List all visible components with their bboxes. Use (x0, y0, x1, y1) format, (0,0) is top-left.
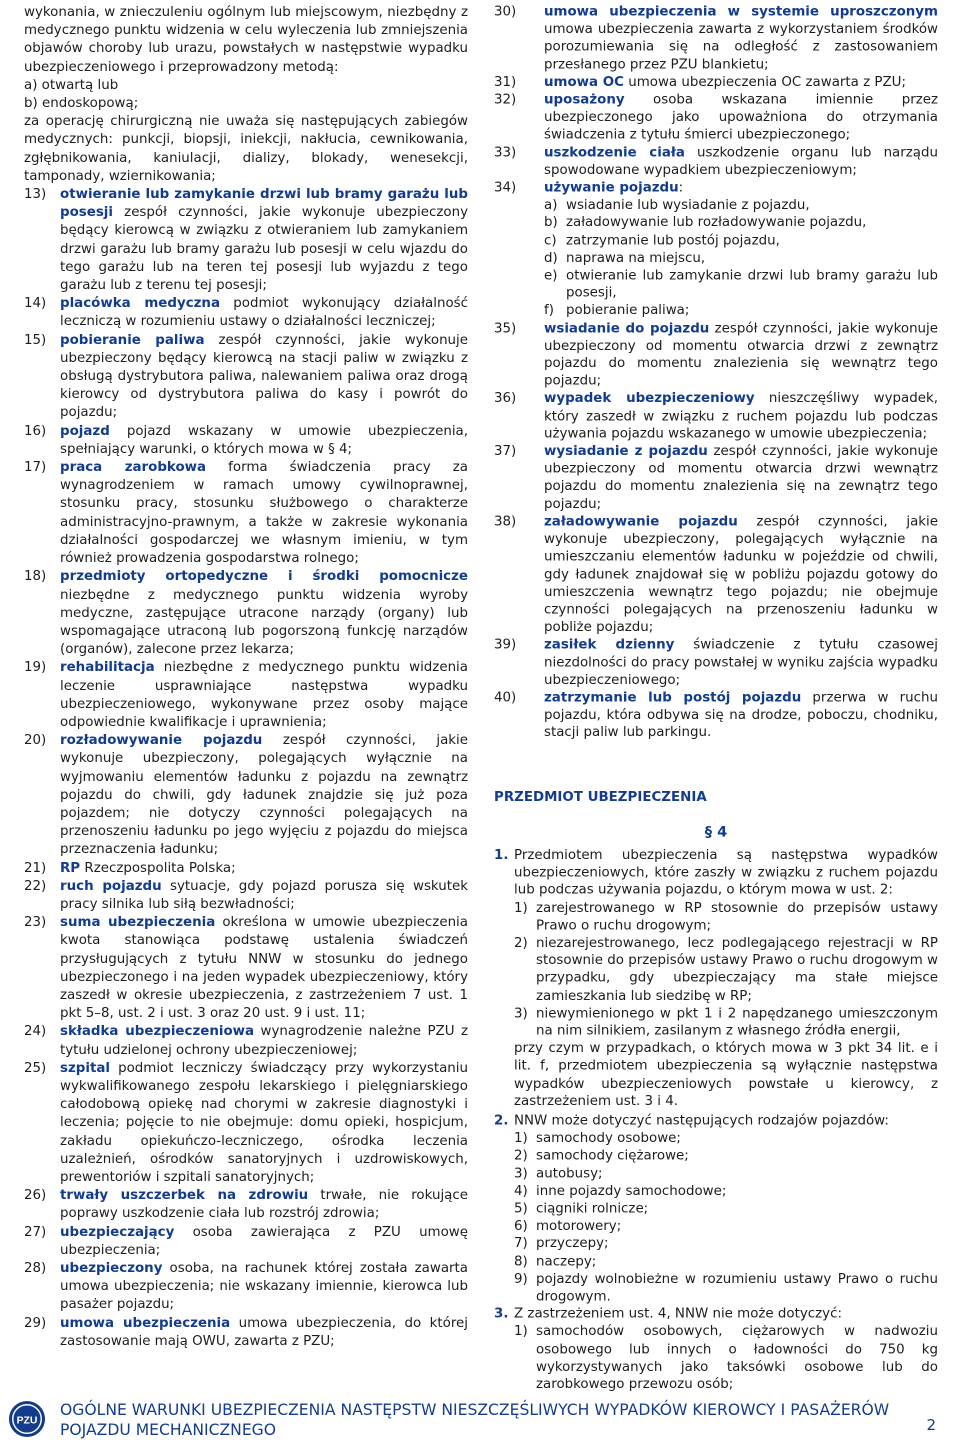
definition-number: 31) (494, 75, 517, 90)
definition-number: 17) (24, 460, 47, 476)
list-item-number: 4) (514, 1184, 528, 1199)
definition-body (60, 423, 468, 459)
list-item (514, 1201, 938, 1219)
definition-body (60, 1187, 468, 1223)
left-column (24, 4, 468, 1351)
definition-number: 37) (494, 444, 517, 460)
definition-body (544, 391, 938, 444)
paragraph-number: 1. (494, 848, 509, 863)
definition-item (24, 860, 468, 878)
list-item-text: otwieranie lub zamykanie drzwi lub bramy garażu lub posesji, (566, 268, 938, 301)
definition-text: niezbędne z medycznego punktu widzenia leczenie usprawniające następstwa wypadku ubezpieczeniowego, wykonywane przez osoby mające odpowiednie kwalifikacje i uprawnienia; (60, 660, 468, 730)
paragraph-text: Przedmiotem ubezpieczenia są następstwa wypadków ubezpieczeniowych, które zaszły w związku z ruchem pojazdu lub podczas używania pojazdu, o którym mowa w ust. 2: (514, 848, 938, 898)
definition-number: 25) (24, 1060, 47, 1076)
definition-number: 39) (494, 637, 517, 653)
definition-number: 21) (24, 860, 47, 876)
definition-text: trwałe, nie rokujące poprawy uszkodzenie ciała lub rozstrój zdrowia; (60, 1188, 468, 1222)
paragraph-3-list (494, 1324, 938, 1394)
definition-term: suma ubezpieczenia (60, 915, 216, 931)
definition-term: trwały uszczerbek na zdrowiu (60, 1188, 309, 1204)
definition-body (60, 1224, 468, 1260)
definition-body (544, 444, 938, 514)
list-item-text: zarejestrowanego w RP stosownie do przepisów ustawy Prawo o ruchu drogowym; (536, 900, 938, 934)
list-item-number: e) (544, 268, 558, 284)
list-item-text: załadowywanie lub rozładowywanie pojazdu, (566, 215, 867, 231)
definition-item (24, 1224, 468, 1260)
definition-item (494, 444, 938, 514)
definition-text: przerwa w ruchu pojazdu, która odbywa się na drodze, poboczu, chodniku, stacji paliw lub parkingu. (544, 690, 938, 741)
definition-item (24, 459, 468, 568)
definition-text: podmiot leczniczy świadczący przy wykorzystaniu wykwalifikowanego zespołu lekarskiego i pielęgniarskiego całodobową opiekę nad chorymi w zakresie diagnostyki i leczenia; pojęcie to nie obejmuje: domu opieki, hospicjum, zakładu opiekuńczo-leczniczego, ośrodka leczenia uzależnień, ośrodków sanatoryjnych i uzdrowiskowych, prewentoriów i szpitali sanatoryjnych; (60, 1060, 468, 1185)
definition-body (60, 878, 468, 914)
definition-item (494, 690, 938, 743)
method-a: a) otwartą lub (24, 77, 119, 93)
definition-term: umowa ubezpieczenia (60, 1315, 231, 1331)
definition-text: zespół czynności, jakie wykonuje ubezpieczony będący kierowcą w związku z otwieraniem lub zamykaniem drzwi garażu lub bramy garażu lub posesji w celu wjazdu do tego garażu lub na teren tej posesji lub wyjazdu z tego garażu lub z terenu tej posesji; (60, 205, 468, 294)
definition-body (60, 914, 468, 1023)
definition-item (494, 92, 938, 145)
definition-term: wypadek ubezpieczeniowy (544, 391, 755, 407)
list-item (544, 268, 938, 303)
definition-body (60, 1023, 468, 1059)
definition-item (24, 659, 468, 732)
page-footer (0, 1398, 960, 1444)
list-item (544, 233, 938, 251)
definition-text: określona w umowie ubezpieczenia kwota stanowiąca podstawę ustalenia świadczeń przysługujących z tytułu NNW w stosunku do jednego ubezpieczonego i na jeden wypadek ubezpieczeniowy, który zaszedł w okresie ubezpieczenia, z zastrzeżeniem 7 ust. 1 pkt 5–8, ust. 2 i ust. 3 oraz 20 ust. 9 i ust. 11; (60, 915, 468, 1022)
definition-number: 16) (24, 423, 47, 439)
list-item-number: 1) (514, 1324, 528, 1340)
definition-number: 32) (494, 92, 517, 108)
definition-text: osoba zawierająca z PZU umowę ubezpieczenia; (60, 1224, 468, 1258)
definition-term: ruch pojazdu (60, 878, 162, 894)
list-item-number: 1) (514, 1131, 528, 1146)
definition-text: zespół czynności, jakie wykonuje ubezpieczony od momentu otwarcia drzwi z zewnątrz pojazdu do momentu znalezienia się wewnątrz tego pojazdu; (544, 321, 938, 389)
definition-text: forma świadczenia pracy za wynagrodzeniem w ramach umowy cywilnoprawnej, stosunku pracy, stosunku służbowego o charakterze administracyjno-prawnym, a także w zakresie wykonania działalności gospodarczej we własnym imieniu, w tym również prowadzenia gospodarstwa rolnego; (60, 460, 468, 567)
definition-item (494, 391, 938, 444)
definition-body (60, 659, 468, 732)
definition-term: załadowywanie pojazdu (544, 514, 738, 530)
definition-term: praca zarobkowa (60, 460, 207, 476)
definition-text: świadczenie z tytułu czasowej niezdolności do pracy powstałej w wyniku zajścia wypadku ubezpieczeniowego; (544, 637, 938, 688)
paragraph-number: 2. (494, 1113, 509, 1129)
definition-body (544, 637, 938, 690)
list-item-number: 9) (514, 1272, 528, 1287)
definition-text: wynagrodzenie należne PZU z tytułu udzielonej ochrony ubezpieczeniowej; (60, 1024, 468, 1058)
definition-text: pojazd wskazany w umowie ubezpieczenia, spełniający warunki, o których mowa w § 4; (60, 423, 468, 457)
definition-number: 22) (24, 878, 47, 894)
definition-term: wsiadanie do pojazdu (544, 321, 710, 336)
definition-number: 30) (494, 4, 517, 20)
list-item-number: 1) (514, 900, 528, 916)
definitions-list-right-b (494, 320, 938, 742)
definition-text: uszkodzenie organu lub narządu spowodowane wypadkiem ubezpieczeniowym; (544, 145, 938, 178)
definition-term: otwieranie lub zamykanie drzwi lub bramy garażu lub posesji (60, 187, 468, 221)
list-item (514, 1218, 938, 1236)
footer-title: OGÓLNE WARUNKI UBEZPIECZENIA NASTĘPSTW NIESZCZĘŚLIWYCH WYPADKÓW KIEROWCY I PASAŻERÓW POJAZDU MECHANICZNEGO (60, 1401, 890, 1439)
list-item-text: naczepy; (536, 1254, 597, 1270)
definition-text: osoba, na rachunek której została zawarta umowa ubezpieczenia; nie wskazany imiennie, kierowca lub pasażer pojazdu; (60, 1261, 468, 1313)
definition-term: zatrzymanie lub postój pojazdu (544, 690, 802, 706)
definition-term: używanie pojazdu (544, 180, 679, 196)
list-item-text: inne pojazdy samochodowe; (536, 1184, 727, 1199)
definition-text: niezbędne z medycznego punktu widzenia wyroby medyczne, zastępujące utracone narządy (organy) lub wspomagające utraconą lub pogorszoną funkcję narządów (organów), zalecone przez lekarza; (60, 587, 468, 658)
definition-item (494, 320, 938, 390)
definition-item (494, 637, 938, 690)
list-item (544, 250, 938, 268)
definition-body (60, 186, 468, 295)
definition-item (24, 878, 468, 914)
list-item-text: motorowery; (536, 1219, 622, 1234)
definition-body (60, 568, 468, 659)
list-item (544, 197, 938, 215)
list-item-text: pojazdy wolnobieżne w rozumieniu ustawy Prawo o ruchu drogowym. (536, 1272, 938, 1305)
pzu-logo (8, 1400, 46, 1438)
definition-term: zasiłek dzienny (544, 637, 675, 653)
definition-term: składka ubezpieczeniowa (60, 1024, 255, 1040)
definition-text: Rzeczpospolita Polska; (80, 860, 236, 876)
definition-body (544, 320, 938, 390)
definition-number: 19) (24, 660, 47, 676)
list-item-number: d) (544, 251, 558, 266)
definition-term: przedmioty ortopedyczne i środki pomocnicze (60, 569, 468, 585)
list-item (514, 900, 938, 935)
definition-number: 36) (494, 391, 517, 407)
list-item (514, 1324, 938, 1394)
definition-item (494, 514, 938, 637)
definition-item (24, 1060, 468, 1187)
definition-body (544, 145, 938, 180)
list-item-text: niewymienionego w pkt 1 i 2 napędzanego umieszczonym na nim silnikiem, zasilanym z własnego źródła energii, (536, 1006, 938, 1039)
definition-number: 23) (24, 915, 47, 931)
list-item-number: 3) (514, 1166, 528, 1182)
definition-term: rehabilitacja (60, 660, 155, 676)
list-item (514, 1271, 938, 1306)
definition-text: podmiot wykonujący działalność leczniczą w rozumieniu ustawy o działalności leczniczej; (60, 296, 468, 330)
definition-item (24, 1260, 468, 1315)
definitions-list-left (24, 186, 468, 1351)
list-item (514, 1254, 938, 1272)
definition-text: zespół czynności, jakie wykonuje ubezpieczony, polegających wyłącznie na wyjmowaniu elementów ładunku z pojazdu na zewnątrz pojazdu do chwili, gdy ładunek znajdzie się już poza pojazdem; nie dotyczy czynności polegających na przenoszeniu ładunku po jego wyjęciu z pojazdu do miejsca przeznaczenia ładunku; (60, 733, 468, 858)
section-number: § 4 (704, 824, 728, 841)
list-item (544, 303, 938, 321)
definition-body (60, 860, 468, 878)
list-item (514, 1166, 938, 1184)
list-item-text: pobieranie paliwa; (566, 303, 690, 319)
definition-item (24, 914, 468, 1023)
section-heading: PRZEDMIOT UBEZPIECZENIA (494, 789, 707, 805)
list-item (514, 1005, 938, 1040)
definition-term: rozładowywanie pojazdu (60, 733, 263, 749)
definition-number: 34) (494, 180, 517, 196)
paragraph-number: 3. (494, 1307, 509, 1322)
definition-number: 13) (24, 187, 47, 203)
definition-item (24, 332, 468, 423)
definition-number: 15) (24, 332, 47, 348)
definition-body (544, 180, 938, 198)
definition-term: placówka medyczna (60, 296, 220, 312)
list-item (514, 1183, 938, 1201)
paragraph-1-list (494, 900, 938, 1041)
definition-text: osoba wskazana imiennie przez ubezpieczonego jako upoważniona do otrzymania świadczenia z tytułu śmierci ubezpieczonego; (544, 92, 938, 143)
list-item-number: 2) (514, 936, 528, 951)
definitions-list-right-a (494, 4, 938, 180)
definition-item (24, 732, 468, 859)
definition-term: ubezpieczający (60, 1224, 175, 1240)
list-item (514, 1236, 938, 1254)
list-item (514, 935, 938, 1005)
list-item-number: 2) (514, 1149, 528, 1164)
exclusion-text: za operację chirurgiczną nie uważa się następujących zabiegów medycznych: punkcji, biopsji, iniekcji, nakłucia, cewnikowania, zgłębnikowania, kaniulacji, dializy, blokady, wenesekcji, tamponady, wziernikowania; (24, 114, 468, 184)
definition-term: uposażony (544, 92, 625, 108)
definition-text: zespół czynności, jakie wykonuje ubezpieczony od momentu otwarcia drzwi wewnątrz pojazdu do momentu znalezienia się na zewnątrz tego pojazdu; (544, 444, 938, 512)
logo-text: PZU (16, 1415, 38, 1427)
list-item-number: 8) (514, 1254, 528, 1270)
definition-item (24, 1187, 468, 1223)
definition-item (494, 145, 938, 180)
definition-term: RP (60, 860, 81, 876)
definition-term: ubezpieczony (60, 1261, 163, 1277)
list-item (544, 215, 938, 233)
definition-item (24, 295, 468, 331)
list-item-text: przyczepy; (536, 1236, 609, 1252)
page-number: 2 (926, 1416, 936, 1434)
definition-text: nieszczęśliwy wypadek, który zaszedł w związku z ruchem pojazdu lub podczas używania pojazdu wskazanego w umowie ubezpieczenia; (544, 391, 938, 442)
list-item-text: ciągniki rolnicze; (536, 1201, 649, 1217)
list-item-text: autobusy; (536, 1166, 603, 1182)
paragraph-text: Z zastrzeżeniem ust. 4, NNW nie może dotyczyć: (514, 1307, 842, 1322)
paragraph-2-list (494, 1130, 938, 1306)
definition-body (544, 4, 938, 74)
definition-number: 28) (24, 1261, 47, 1277)
list-item-text: niezarejestrowanego, lecz podlegającego rejestracji w RP stosownie do przepisów ustawy Prawo o ruchu drogowym w przypadku, gdy ubezpieczający ma stałe miejsce zamieszkania lub siedzibę w RP; (536, 936, 938, 1004)
item34-sublist (494, 197, 938, 320)
definition-body (544, 74, 938, 92)
list-item (514, 1148, 938, 1166)
list-item-number: 3) (514, 1006, 528, 1021)
definition-term: szpital (60, 1060, 110, 1076)
list-item-number: b) (544, 215, 558, 231)
definition-body (544, 690, 938, 743)
list-item-number: a) (544, 198, 558, 213)
definition-text: umowa ubezpieczenia, do której zastosowanie mają OWU, zawarta z PZU; (60, 1315, 468, 1349)
definition-body (60, 1315, 468, 1351)
list-item-text: samochody ciężarowe; (536, 1149, 689, 1164)
definition-number: 20) (24, 733, 47, 749)
definition-body (60, 732, 468, 859)
definition-body (544, 514, 938, 637)
paragraph-text: NNW może dotyczyć następujących rodzajów pojazdów: (514, 1113, 889, 1129)
definition-body (544, 92, 938, 145)
definition-term: pobieranie paliwa (60, 332, 205, 348)
list-item-text: samochodów osobowych, ciężarowych w nadwoziu osobowego lub innych o ładowności do 750 kg wykorzystywanych jako taksówki osobowe lub do zarobkowego przewozu osób; (536, 1324, 938, 1393)
definition-number: 38) (494, 514, 517, 530)
list-item (514, 1130, 938, 1148)
list-item-text: samochody osobowe; (536, 1131, 681, 1146)
definition-body (60, 1260, 468, 1315)
definition-item (24, 1023, 468, 1059)
definition-text: : (678, 180, 684, 196)
list-item-number: 7) (514, 1236, 528, 1252)
definition-number: 27) (24, 1224, 47, 1240)
definition-body (60, 332, 468, 423)
paragraph-2 (494, 1113, 938, 1131)
method-b: b) endoskopową; (24, 96, 139, 112)
definition-number: 33) (494, 145, 517, 161)
paragraph-1 (494, 847, 938, 900)
definition-item (24, 568, 468, 659)
definition-item (24, 186, 468, 295)
intro-text: wykonania, w znieczuleniu ogólnym lub miejscowym, niezbędny z medycznego punktu widzenia w celu wyleczenia lub zmniejszenia objawów choroby lub urazu, powstałych w następstwie wypadku ubezpieczeniowego i przeprowadzony metodą: (24, 5, 468, 75)
right-column (494, 4, 938, 1394)
definition-text: zespół czynności, jakie wykonuje ubezpieczony, polegających wyłącznie na umieszczaniu elementów ładunku w pojeździe od chwili, gdy ładunek znajdował się w pobliżu pojazdu gotowy do umieszczenia wewnątrz tego pojazdu; nie obejmuje czynności polegających na przenoszeniu ładunku w pobliże pojazdu; (544, 514, 938, 635)
definition-item (24, 1315, 468, 1351)
definition-term: wysiadanie z pojazdu (544, 444, 708, 460)
definition-item-34 (494, 180, 938, 198)
list-item-text: naprawa na miejscu, (566, 251, 706, 266)
list-item-text: zatrzymanie lub postój pojazdu, (566, 233, 780, 249)
definition-term: uszkodzenie ciała (544, 145, 685, 161)
definition-body (60, 1060, 468, 1187)
definition-item (494, 74, 938, 92)
definition-text: sytuacje, gdy pojazd porusza się wskutek pracy silnika lub siłą bezwładności; (60, 878, 468, 912)
definition-text: umowa ubezpieczenia OC zawarta z PZU; (623, 75, 906, 90)
definition-text: umowa ubezpieczenia zawarta z wykorzystaniem środków porozumiewania się na odległość z zastosowaniem przesłanego przez PZU blankietu; (544, 22, 938, 73)
list-item-number: 6) (514, 1219, 528, 1234)
definition-item (494, 4, 938, 74)
paragraph-3 (494, 1306, 938, 1324)
list-item-number: c) (544, 233, 557, 249)
list-item-text: wsiadanie lub wysiadanie z pojazdu, (566, 198, 810, 213)
list-item-number: f) (544, 303, 554, 319)
definition-number: 14) (24, 296, 47, 312)
definition-body (60, 295, 468, 331)
definition-number: 24) (24, 1024, 47, 1040)
definition-number: 35) (494, 321, 517, 336)
definition-number: 26) (24, 1188, 47, 1204)
definition-number: 29) (24, 1315, 47, 1331)
definition-text: zespół czynności, jakie wykonuje ubezpieczony będący kierowcą na stacji paliw w związku z obsługą dystrybutora paliwa, nalewaniem paliwa oraz drogą kierowcy od dystrybutora paliwa do kasy i powrót do pojazdu; (60, 332, 468, 421)
definition-body (60, 459, 468, 568)
definition-term: umowa OC (544, 75, 624, 90)
paragraph-1-tail: przy czym w przypadkach, o których mowa w 3 pkt 34 lit. e i lit. f, przedmiotem ubezpieczenia są wyłącznie następstwa wypadków ubezpieczeniowych powstałe u kierowcy, z zastrzeżeniem ust. 3 i 4. (514, 1041, 938, 1109)
list-item-number: 5) (514, 1201, 528, 1217)
definition-item (24, 423, 468, 459)
definition-term: pojazd (60, 423, 110, 439)
definition-number: 40) (494, 690, 517, 706)
definition-number: 18) (24, 569, 47, 585)
definition-term: umowa ubezpieczenia w systemie uproszczonym (544, 4, 938, 20)
